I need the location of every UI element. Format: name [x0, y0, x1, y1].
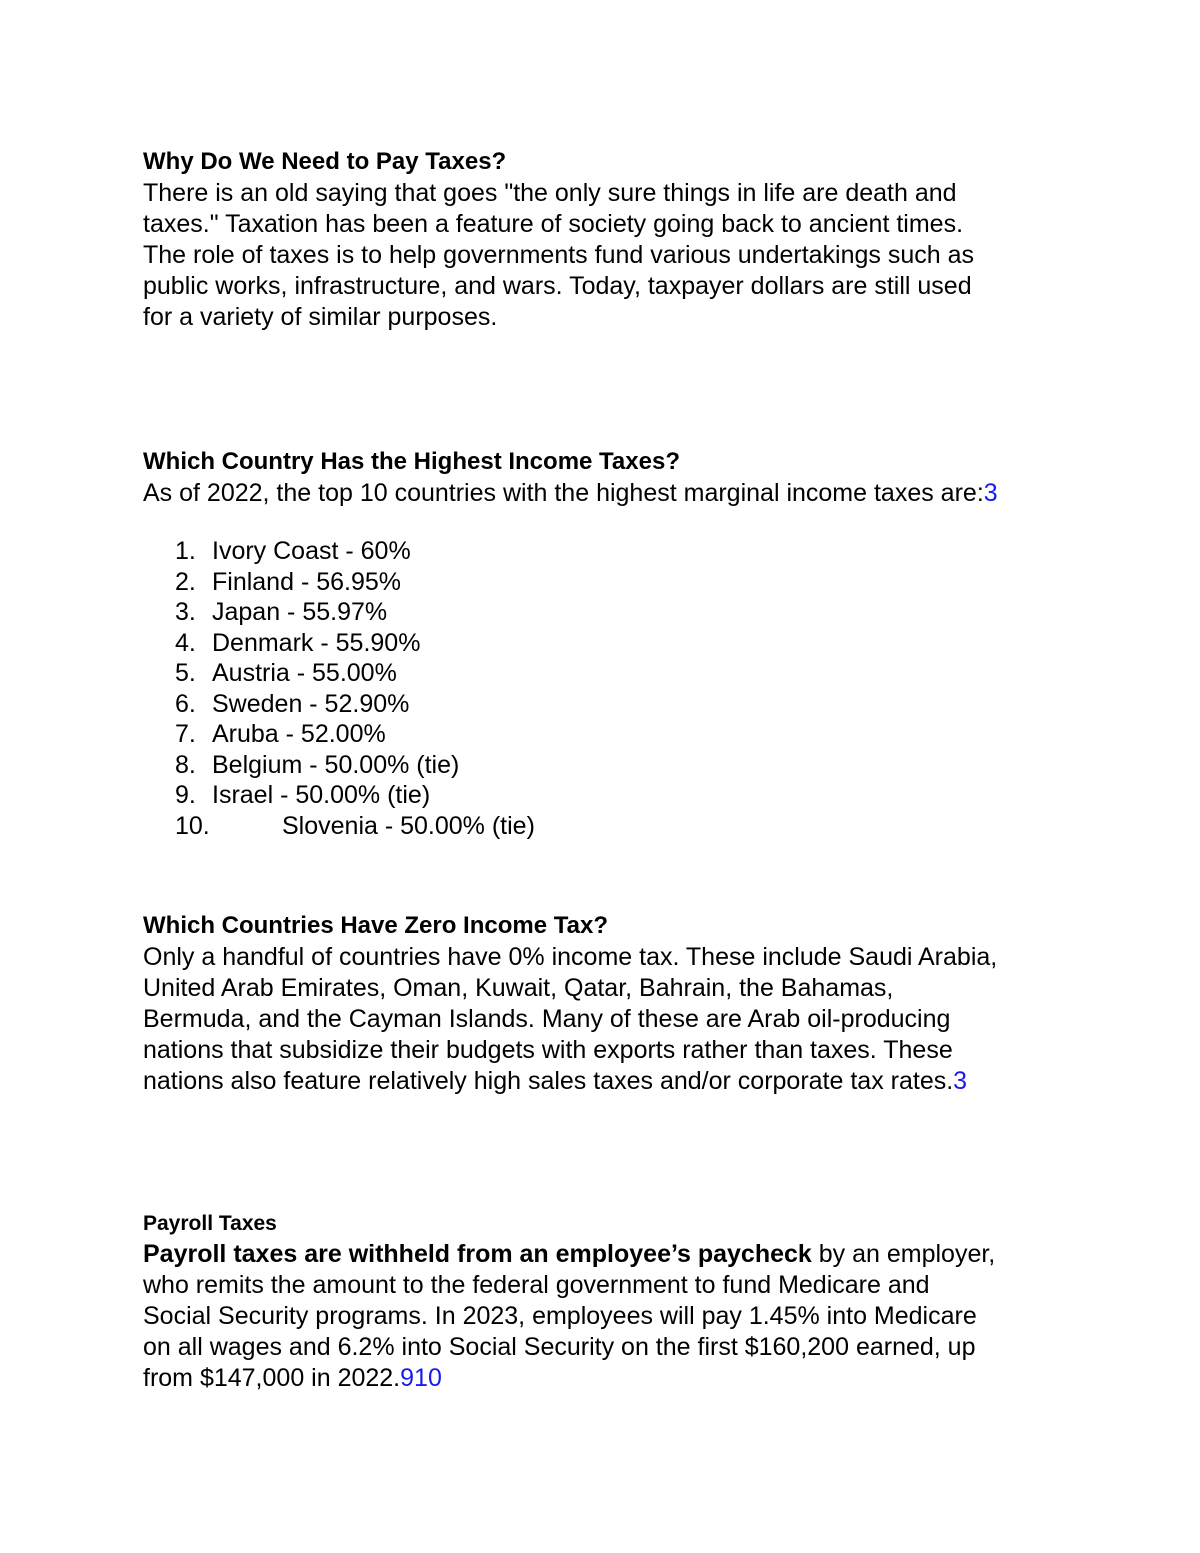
list-item [143, 536, 1083, 567]
paragraph-line: taxes." Taxation has been a feature of society going back to ancient times. [143, 210, 964, 238]
citation-link[interactable]: 3 [953, 1067, 968, 1095]
section-zero-tax [143, 910, 1083, 1097]
country-list [143, 536, 1083, 841]
list-item [143, 689, 1083, 720]
section-heading: Payroll Taxes [143, 1212, 277, 1235]
intro-line [143, 478, 1083, 509]
bold-phrase: Payroll taxes are withheld from an employee’s paycheck [143, 1240, 812, 1268]
list-text: Aruba - 52.00% [212, 720, 386, 748]
section-heading: Why Do We Need to Pay Taxes? [143, 148, 507, 175]
section-payroll-taxes [143, 1210, 1083, 1394]
citation-link[interactable]: 910 [400, 1364, 442, 1392]
paragraph-text: from $147,000 in 2022. [143, 1364, 401, 1392]
paragraph-line: United Arab Emirates, Oman, Kuwait, Qatar, Bahrain, the Bahamas, [143, 974, 894, 1002]
list-number: 1. [175, 537, 196, 565]
paragraph-line: who remits the amount to the federal government to fund Medicare and [143, 1271, 930, 1299]
list-number: 4. [175, 628, 196, 657]
list-item [143, 719, 1083, 750]
list-number: 10. [175, 811, 210, 840]
list-number: 8. [175, 750, 196, 779]
list-text: Denmark - 55.90% [212, 628, 421, 657]
paragraph-line: public works, infrastructure, and wars. Today, taxpayer dollars are still used [143, 272, 972, 300]
paragraph-line: Bermuda, and the Cayman Islands. Many of these are Arab oil-producing [143, 1005, 951, 1033]
section-paragraph [143, 942, 1083, 1097]
intro-text: As of 2022, the top 10 countries with the highest marginal income taxes are: [143, 479, 984, 507]
section-heading: Which Country Has the Highest Income Taxes? [143, 448, 680, 475]
section-why-taxes [143, 146, 1083, 333]
list-item [143, 750, 1083, 781]
paragraph-line: on all wages and 6.2% into Social Security on the first $160,200 earned, up [143, 1333, 976, 1361]
list-text: Slovenia - 50.00% (tie) [282, 811, 535, 840]
list-item [143, 628, 1083, 659]
section-heading: Which Countries Have Zero Income Tax? [143, 912, 608, 939]
paragraph-text: nations also feature relatively high sales taxes and/or corporate tax rates. [143, 1067, 954, 1095]
list-item [143, 811, 1083, 842]
list-number: 9. [175, 781, 196, 809]
list-text: Austria - 55.00% [212, 659, 397, 687]
list-text: Finland - 56.95% [212, 567, 402, 596]
paragraph-line: for a variety of similar purposes. [143, 303, 498, 331]
section-paragraph [143, 1239, 1083, 1394]
paragraph-text: by an employer, [811, 1240, 996, 1268]
list-item [143, 658, 1083, 689]
paragraph-line: Social Security programs. In 2023, employees will pay 1.45% into Medicare [143, 1302, 977, 1330]
list-item [143, 780, 1083, 811]
list-number: 2. [175, 567, 196, 596]
paragraph-line: The role of taxes is to help governments fund various undertakings such as [143, 241, 975, 269]
list-number: 6. [175, 689, 196, 718]
paragraph-line: nations that subsidize their budgets with exports rather than taxes. These [143, 1036, 953, 1064]
citation-link[interactable]: 3 [983, 479, 998, 507]
paragraph-line [143, 1363, 1083, 1394]
list-text: Sweden - 52.90% [212, 689, 410, 718]
list-item [143, 597, 1083, 628]
list-number: 7. [175, 720, 196, 748]
list-number: 3. [175, 598, 196, 626]
list-text: Israel - 50.00% (tie) [212, 781, 431, 809]
section-highest-taxes [143, 446, 1083, 841]
paragraph-line: There is an old saying that goes "the only sure things in life are death and [143, 179, 957, 207]
list-text: Belgium - 50.00% (tie) [212, 750, 460, 779]
paragraph-line [143, 1066, 1083, 1097]
list-item [143, 567, 1083, 598]
list-text: Ivory Coast - 60% [212, 537, 411, 565]
section-paragraph [143, 178, 1083, 333]
section-intro [143, 478, 1083, 509]
list-number: 5. [175, 659, 196, 687]
list-text: Japan - 55.97% [212, 598, 388, 626]
paragraph-line: Only a handful of countries have 0% income tax. These include Saudi Arabia, [143, 943, 998, 971]
paragraph-line [143, 1239, 1083, 1270]
